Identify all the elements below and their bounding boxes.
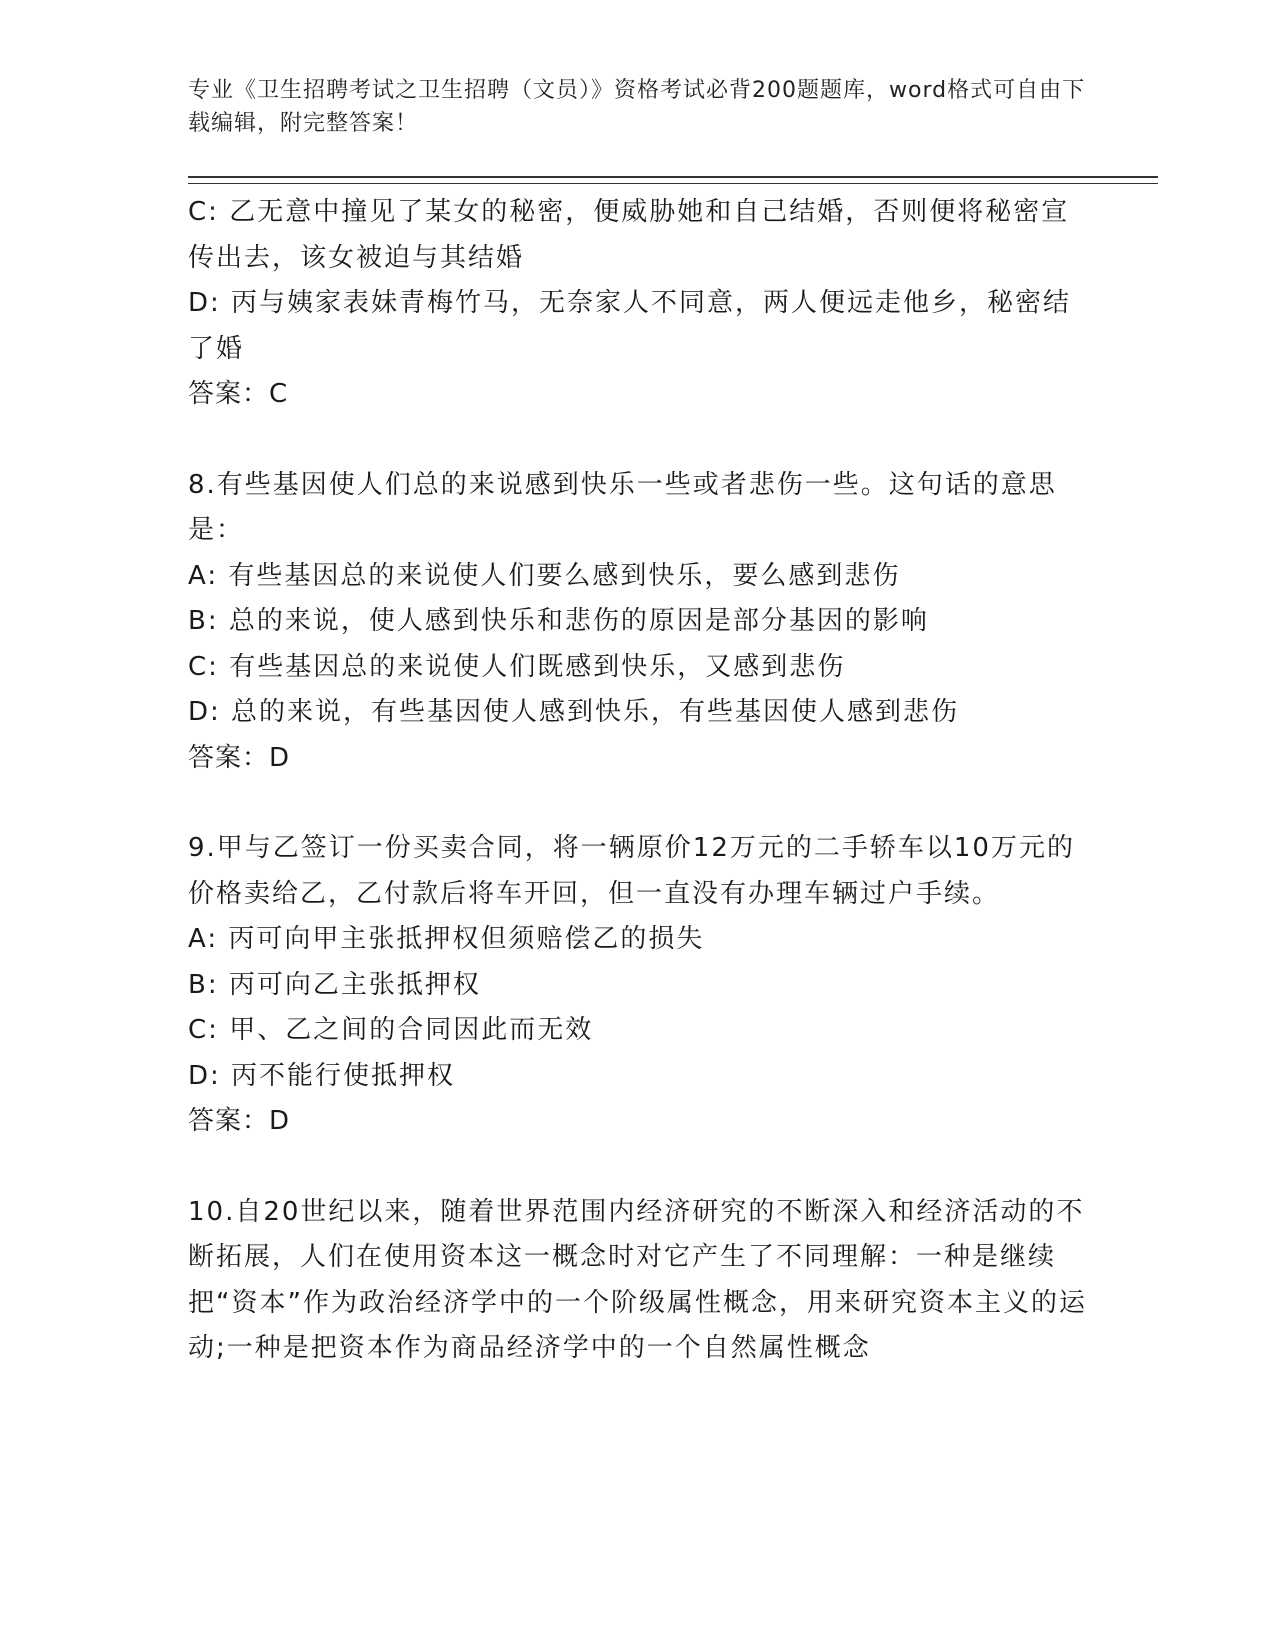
option-label: C:: [188, 651, 219, 682]
option-b: [188, 963, 1088, 1009]
answer-line: 答案：C: [188, 379, 289, 409]
option-text: 总的来说，有些基因使人感到快乐，有些基因使人感到悲伤: [231, 697, 960, 727]
question-10: [188, 1190, 1088, 1372]
option-text: 乙无意中撞见了某女的秘密，便威胁她和自己结婚，否则便将秘密宣传出去，该女被迫与其结婚: [188, 197, 1070, 273]
question-8: [188, 463, 1088, 782]
option-a: [188, 554, 1088, 600]
option-text: 有些基因总的来说使人们要么感到快乐，要么感到悲伤: [228, 560, 901, 591]
option-text: 丙可向甲主张抵押权但须赔偿乙的损失: [228, 924, 705, 954]
option-a: [188, 917, 1088, 963]
option-label: D:: [188, 1060, 221, 1091]
option-text: 丙可向乙主张抵押权: [228, 969, 481, 1000]
question-stem: 9.甲与乙签订一份买卖合同，将一辆原价12万元的二手轿车以10万元的价格卖给乙，乙付款后将车开回，但一直没有办理车辆过户手续。: [188, 833, 1075, 909]
answer-line: 答案：D: [188, 1106, 291, 1136]
option-text: 甲、乙之间的合同因此而无效: [229, 1015, 594, 1045]
spacer: [188, 781, 1088, 826]
answer-line: 答案：D: [188, 742, 291, 773]
option-label: A:: [188, 924, 219, 954]
question-content: [188, 190, 1088, 1372]
option-text: 有些基因总的来说使人们既感到快乐，又感到悲伤: [229, 651, 846, 682]
option-d: [188, 1054, 1088, 1100]
option-c: [188, 190, 1088, 281]
option-label: D:: [188, 288, 221, 318]
question-stem: 10.自20世纪以来，随着世界范围内经济研究的不断深入和经济活动的不断拓展，人们在使用资本这一概念时对它产生了不同理解：一种是继续把“资本”作为政治经济学中的一个阶级属性概念，用来研究资本主义的运动;一种是把资本作为商品经济学中的一个自然属性概念: [188, 1196, 1087, 1363]
continued-question: [188, 190, 1088, 418]
option-text: 总的来说，使人感到快乐和悲伤的原因是部分基因的影响: [228, 606, 929, 636]
option-label: D:: [188, 697, 221, 727]
option-text: 丙不能行使抵押权: [231, 1060, 456, 1091]
option-b: [188, 599, 1088, 645]
header-divider-thin: [188, 183, 1158, 184]
spacer: [188, 418, 1088, 463]
question-stem: 8.有些基因使人们总的来说感到快乐一些或者悲伤一些。这句话的意思是：: [188, 469, 1057, 545]
document-header: [188, 74, 1088, 140]
option-d: [188, 690, 1088, 736]
option-label: B:: [188, 969, 219, 1000]
header-divider-thick: [188, 176, 1158, 178]
option-label: C:: [188, 197, 219, 227]
option-d: [188, 281, 1088, 372]
option-label: B:: [188, 606, 219, 636]
option-label: C:: [188, 1015, 219, 1045]
option-c: [188, 645, 1088, 691]
spacer: [188, 1145, 1088, 1190]
document-title: 专业《卫生招聘考试之卫生招聘（文员）》资格考试必背200题题库，word格式可自由下载编辑，附完整答案！: [188, 78, 1086, 136]
option-text: 丙与姨家表妹青梅竹马，无奈家人不同意，两人便远走他乡，秘密结了婚: [188, 288, 1072, 364]
question-9: [188, 826, 1088, 1145]
option-label: A:: [188, 560, 219, 591]
option-c: [188, 1008, 1088, 1054]
